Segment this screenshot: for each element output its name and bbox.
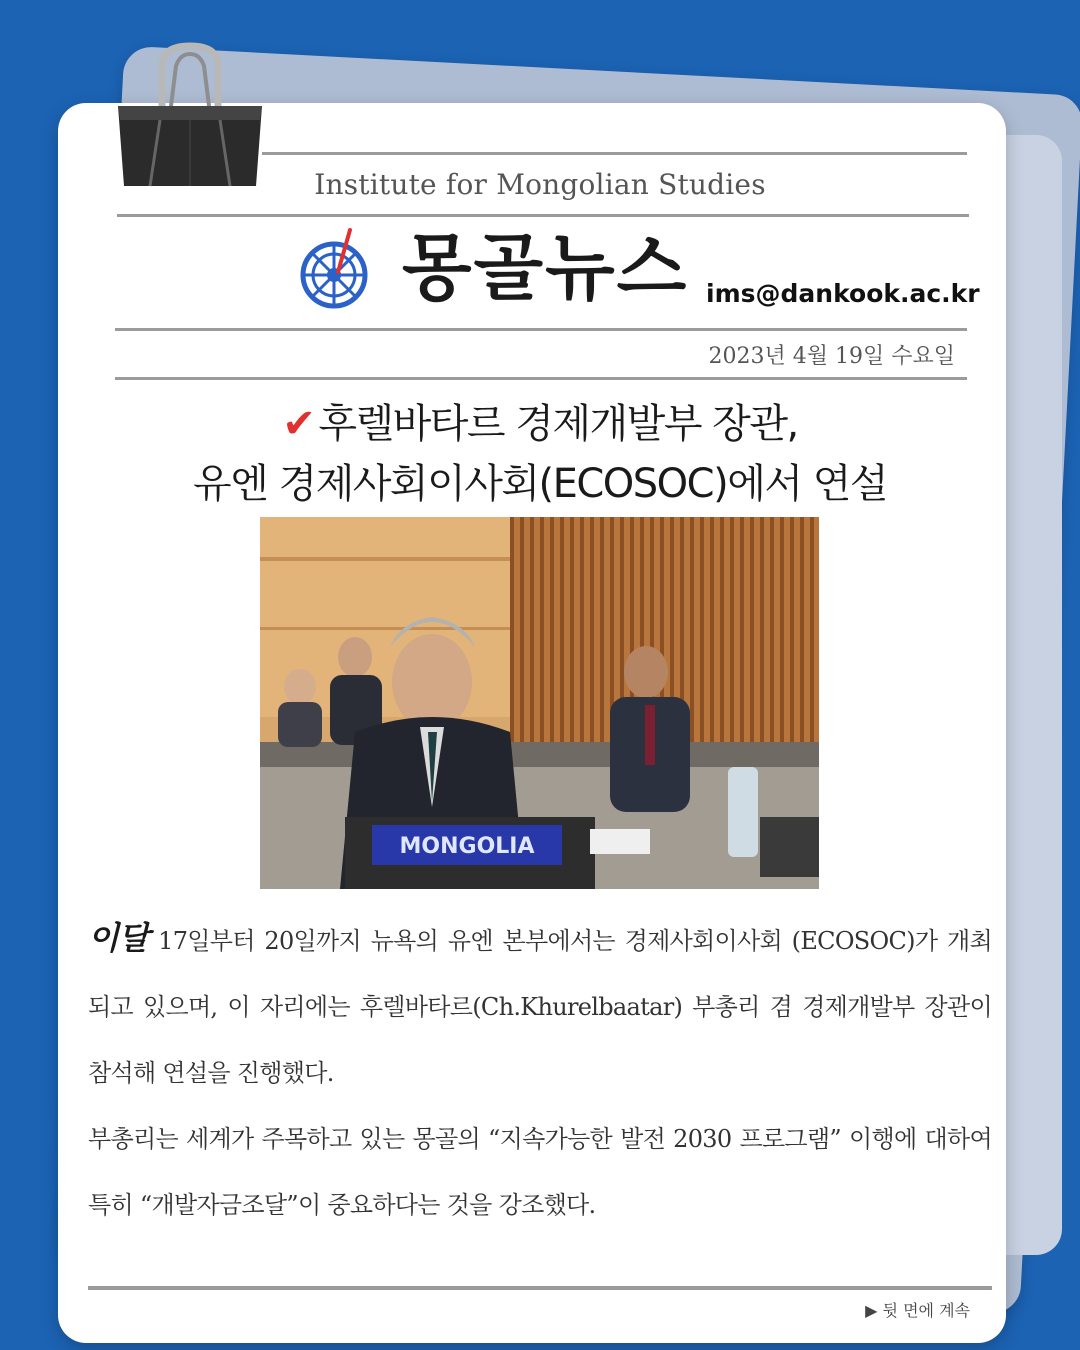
article-paragraph-2: 부총리는 세계가 주목하고 있는 몽골의 “지속가능한 발전 2030 프로그램” 이행에 대하여 특히 “개발자금조달”이 중요하다는 것을 강조했다. (88, 1125, 992, 1219)
header-rule-3 (115, 328, 967, 331)
headline-line-1: ✔ 후렐바타르 경제개발부 장관, (282, 401, 798, 447)
issue-date: 2023년 4월 19일 수요일 (708, 344, 955, 369)
headline-line-2: 유엔 경제사회이사회(ECOSOC)에서 연설 (193, 461, 887, 507)
header-rule-top (262, 152, 967, 155)
contact-email: ims@dankook.ac.kr (706, 279, 980, 308)
continue-note: ▶ 뒷 면에 계속 (865, 1301, 970, 1320)
article-headline (100, 394, 980, 514)
check-mark-icon: ✔ (282, 401, 315, 447)
lead-word: 이달 (88, 919, 149, 957)
wheel-logo-icon (298, 228, 374, 310)
photo-placard-text: MONGOLIA (399, 834, 535, 859)
article-photo (260, 517, 819, 889)
header-rule-2 (117, 214, 969, 217)
masthead-title: 몽골뉴스 (402, 226, 689, 310)
footer-rule (88, 1286, 992, 1290)
header-rule-4 (115, 377, 967, 380)
article-paragraph-1: 이달 17일부터 20일까지 뉴욕의 유엔 본부에서는 경제사회이사회 (ECOSOC)가 개최되고 있으며, 이 자리에는 후렐바타르(Ch.Khurelbaatar) 부총리 겸 경제개발부 장관이 참석해 연설을 진행했다. (88, 919, 992, 1087)
institute-name: Institute for Mongolian Studies (314, 168, 766, 201)
binder-clip-icon (110, 36, 270, 196)
article-body (88, 905, 992, 1238)
